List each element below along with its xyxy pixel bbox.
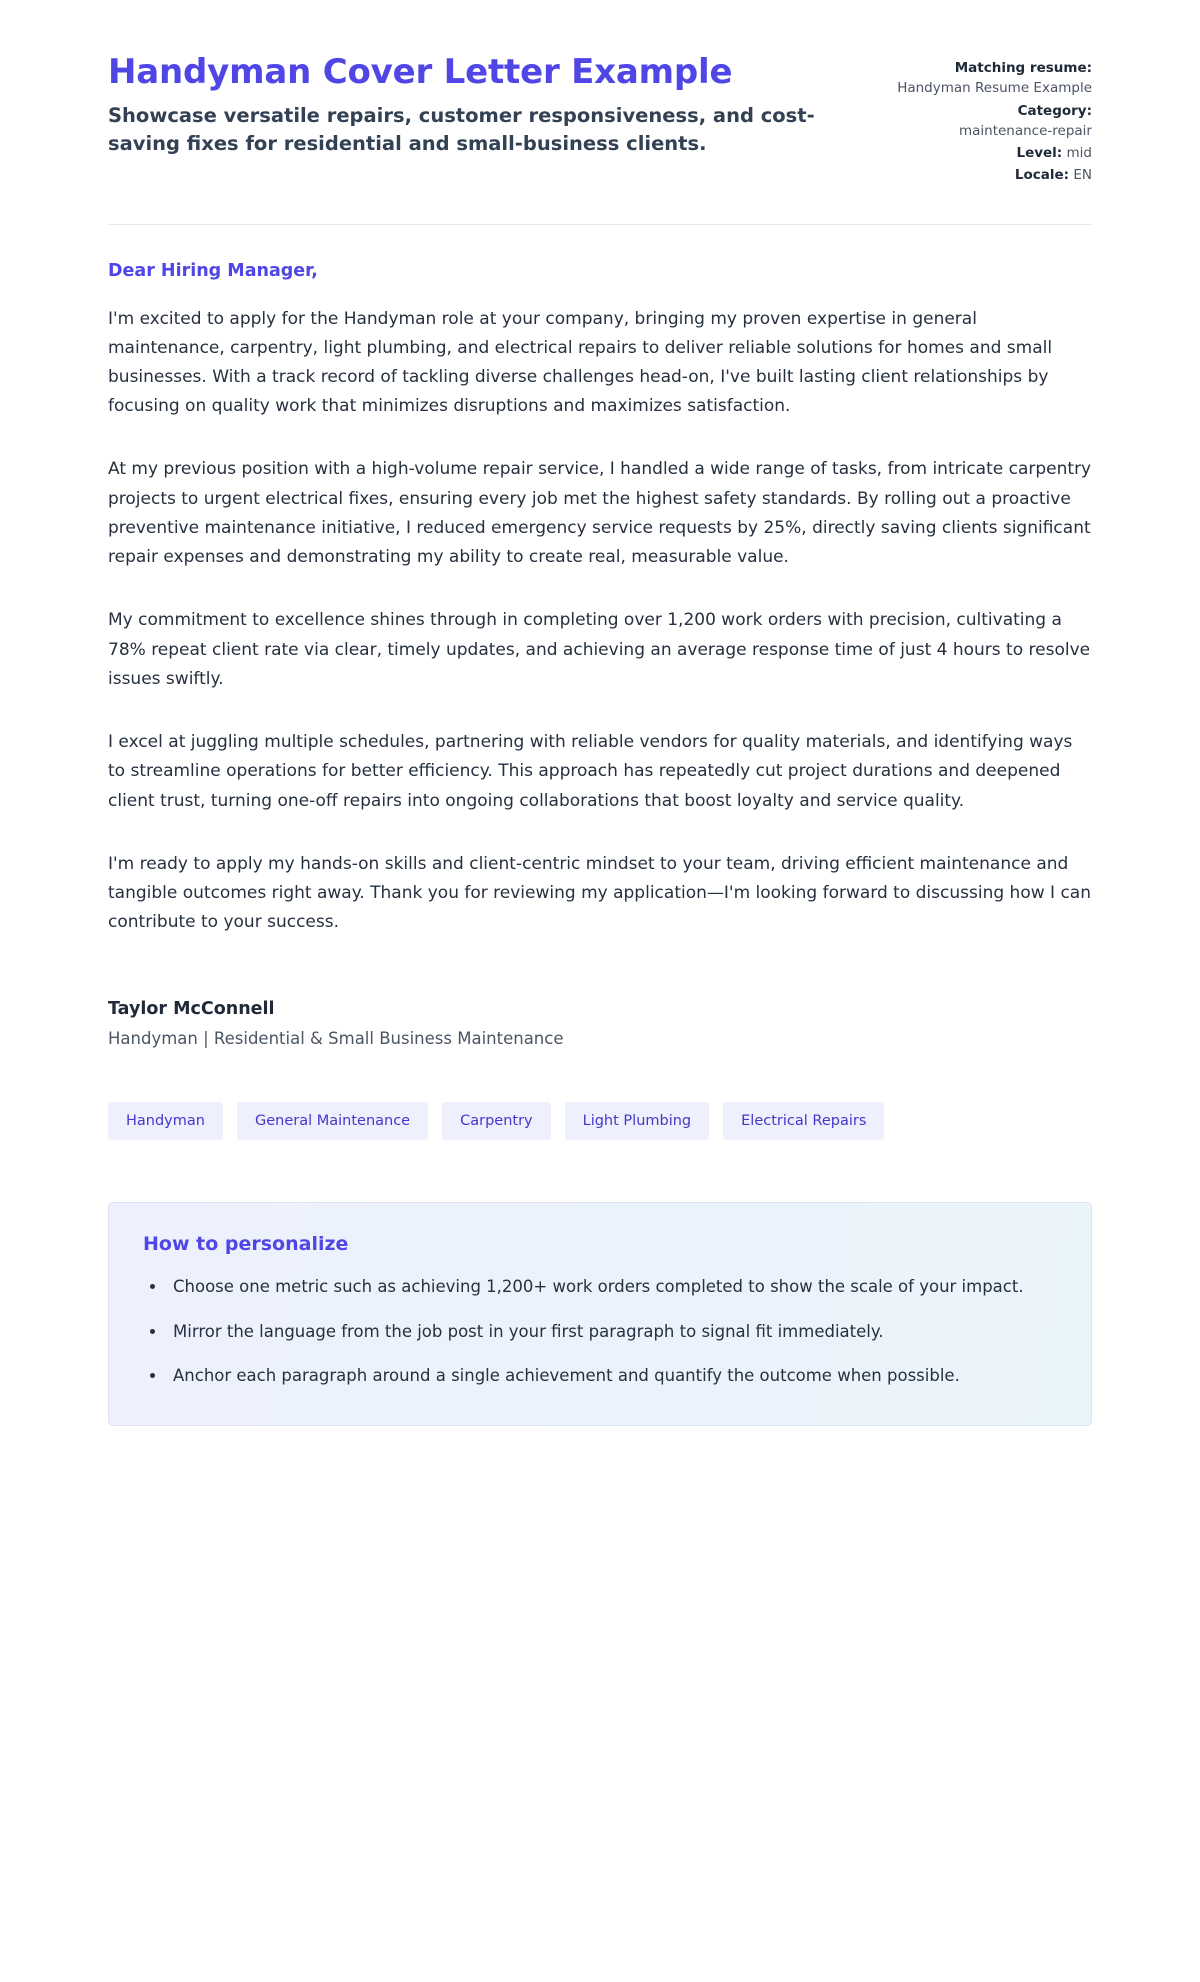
cover-letter-body xyxy=(108,225,1092,1049)
tag-chip[interactable]: Carpentry xyxy=(442,1102,551,1140)
meta-locale-value: EN xyxy=(1073,167,1092,184)
page-title: Handyman Cover Letter Example xyxy=(108,52,733,92)
tag-list xyxy=(108,1102,1092,1140)
tag-chip[interactable]: General Maintenance xyxy=(237,1102,428,1140)
meta-locale-label: Locale: xyxy=(1014,167,1070,184)
signature-role: Handyman | Residential & Small Business Maintenance xyxy=(108,1029,564,1049)
how-to-personalize-callout xyxy=(108,1202,1092,1425)
meta-matching-resume-label: Matching resume: xyxy=(954,60,1092,76)
signature-name: Taylor McConnell xyxy=(108,999,275,1020)
letter-paragraph: I'm ready to apply my hands-on skills and client-centric mindset to your team, driving efficient maintenance and tangible outcomes right away. Thank you for reviewing my application—I'm looking forward to discussing how I can contribute to your success. xyxy=(108,853,1091,933)
tag-chip[interactable]: Handyman xyxy=(108,1102,223,1140)
page-subtitle: Showcase versatile repairs, customer responsiveness, and cost-saving fixes for residential and small-business clients. xyxy=(108,104,815,155)
list-item: • Anchor each paragraph around a single achievement and quantify the outcome when possible. xyxy=(167,1362,1057,1390)
meta-level-label: Level: xyxy=(1016,145,1063,161)
meta-category-value: maintenance-repair xyxy=(958,122,1092,139)
letter-paragraph: I'm excited to apply for the Handyman role at your company, bringing my proven expertise in general maintenance, carpentry, light plumbing, and electrical repairs to deliver reliable solutions for homes and small businesses. With a track record of tackling diverse challenges head-on, I've built lasting client relationships by focusing on quality work that minimizes disruptions and maximizes satisfaction. xyxy=(108,308,1053,417)
list-item: • Mirror the language from the job post in your first paragraph to signal fit immediately. xyxy=(167,1318,1057,1346)
list-item: • Choose one metric such as achieving 1,200+ work orders completed to show the scale of your impact. xyxy=(167,1273,1057,1301)
meta-category-label: Category: xyxy=(1017,102,1092,119)
meta-category xyxy=(892,101,1092,142)
letter-salutation: Dear Hiring Manager, xyxy=(108,260,318,281)
letter-paragraph: At my previous position with a high-volume repair service, I handled a wide range of tasks, from intricate carpentry projects to urgent electrical fixes, ensuring every job met the highest safety standards. By rolling out a proactive preventive maintenance initiative, I reduced emergency service requests by 25%, directly saving clients significant repair expenses and demonstrating my ability to create real, measurable value. xyxy=(108,459,1092,568)
letter-paragraph: My commitment to excellence shines through in completing over 1,200 work orders with precision, cultivating a 78% repeat client rate via clear, timely updates, and achieving an average response time of just 4 hours to resolve issues swiftly. xyxy=(108,610,1091,689)
meta-level-value: mid xyxy=(1066,145,1092,161)
meta-matching-resume xyxy=(892,58,1092,99)
meta-level xyxy=(892,143,1092,163)
document-header xyxy=(108,52,1092,188)
document-metadata xyxy=(892,52,1092,188)
meta-matching-resume-value: Handyman Resume Example xyxy=(897,80,1092,97)
tag-chip[interactable]: Electrical Repairs xyxy=(723,1102,884,1140)
letter-paragraph: I excel at juggling multiple schedules, partnering with reliable vendors for quality materials, and identifying ways to streamline operations for better efficiency. This approach has repeatedly cut project durations and deepened client trust, turning one-off repairs into ongoing collaborations that boost loyalty and service quality. xyxy=(108,732,1073,811)
tag-chip[interactable]: Light Plumbing xyxy=(565,1102,710,1140)
callout-list xyxy=(143,1273,1057,1390)
callout-title: How to personalize xyxy=(143,1233,349,1256)
header-text-block xyxy=(108,52,852,157)
letter-signature xyxy=(108,999,1092,1048)
meta-locale xyxy=(892,165,1092,185)
